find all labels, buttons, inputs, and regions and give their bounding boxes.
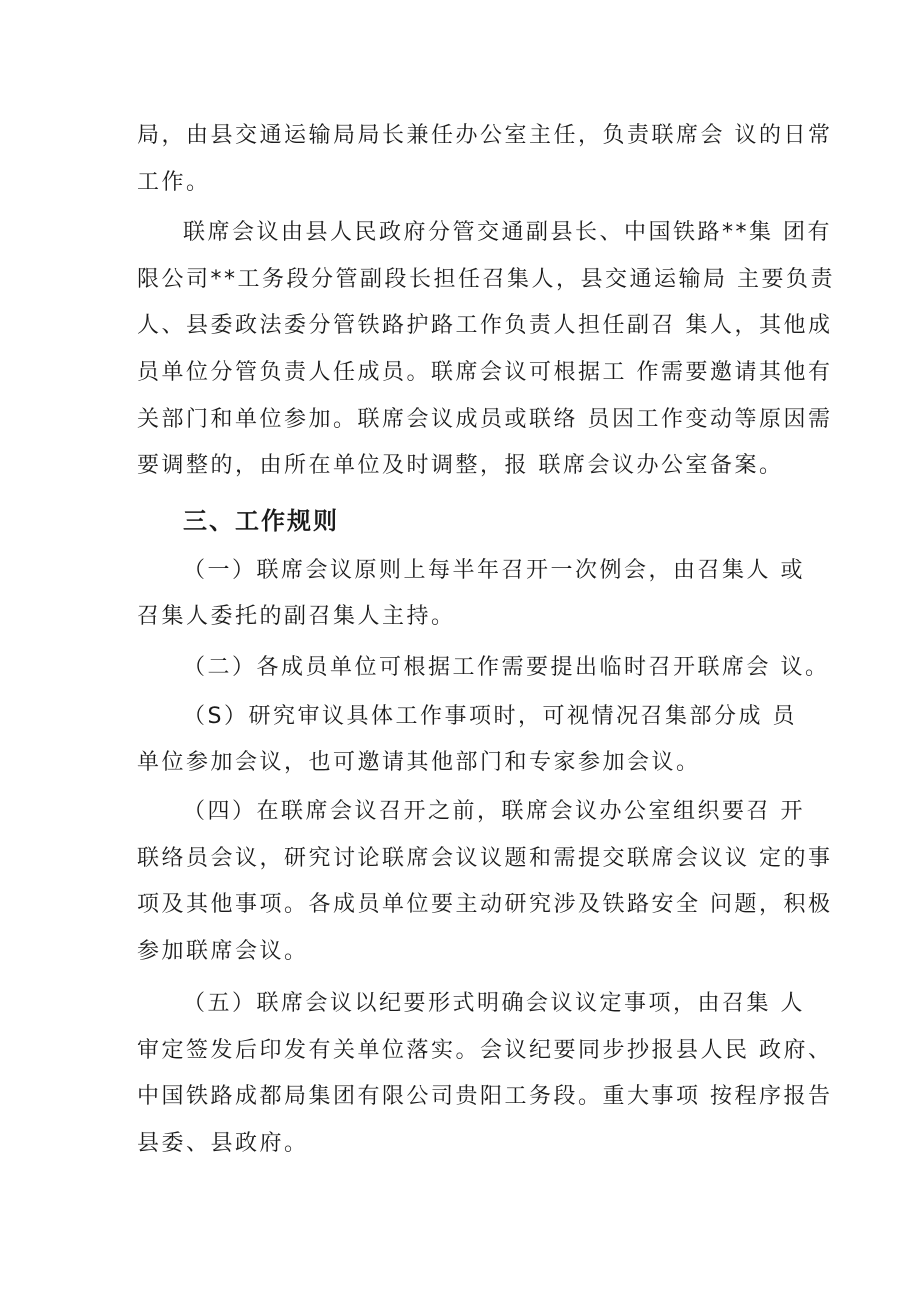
body-text-line: 联席会议由县人民政府分管交通副县长、中国铁路**集 团有 (183, 220, 832, 245)
body-text-line: 联络员会议，研究讨论联席会议议题和需提交联席会议议 定的事 (137, 846, 833, 871)
body-text-line: 员单位分管负责人任成员。联席会议可根据工 作需要邀请其他有 (137, 360, 833, 385)
body-text-line: （五）联席会议以纪要形式明确会议议定事项，由召集 人 (183, 991, 805, 1016)
body-text-line: 限公司**工务段分管副段长担任召集人，县交通运输局 主要负责 (137, 267, 835, 292)
body-text-line: （一）联席会议原则上每半年召开一次例会，由召集人 或 (183, 558, 805, 583)
body-text-line: （四）在联席会议召开之前，联席会议办公室组织要召 开 (183, 799, 805, 824)
body-text-line: 中国铁路成都局集团有限公司贵阳工务段。重大事项 按程序报告 (137, 1084, 833, 1109)
body-text-line: （S）研究审议具体工作事项时，可视情况召集部分成 员 (183, 704, 797, 729)
body-text-line: 参加联席会议。 (137, 939, 309, 964)
section-heading: 三、工作规则 (183, 507, 339, 535)
body-text-line: 要调整的，由所在单位及时调整，报 联席会议办公室备案。 (137, 453, 784, 478)
body-text-line: 审定签发后印发有关单位落实。会议纪要同步抄报县人民 政府、 (137, 1038, 833, 1063)
body-text-line: 单位参加会议，也可邀请其他部门和专家参加会议。 (137, 750, 701, 775)
body-text-line: 局，由县交通运输局局长兼任办公室主任，负责联席会 议的日常 (137, 123, 833, 148)
body-text-line: 项及其他事项。各成员单位要主动研究涉及铁路安全 问题，积极 (137, 892, 833, 917)
body-text-line: （二）各成员单位可根据工作需要提出临时召开联席会 议。 (183, 655, 830, 680)
body-text-line: 人、县委政法委分管铁路护路工作负责人担任副召 集人，其他成 (137, 313, 833, 338)
body-text-line: 县委、县政府。 (137, 1131, 309, 1156)
body-text-line: 召集人委托的副召集人主持。 (137, 604, 456, 629)
body-text-line: 工作。 (137, 170, 211, 195)
body-text-line: 关部门和单位参加。联席会议成员或联络 员因工作变动等原因需 (137, 407, 833, 432)
